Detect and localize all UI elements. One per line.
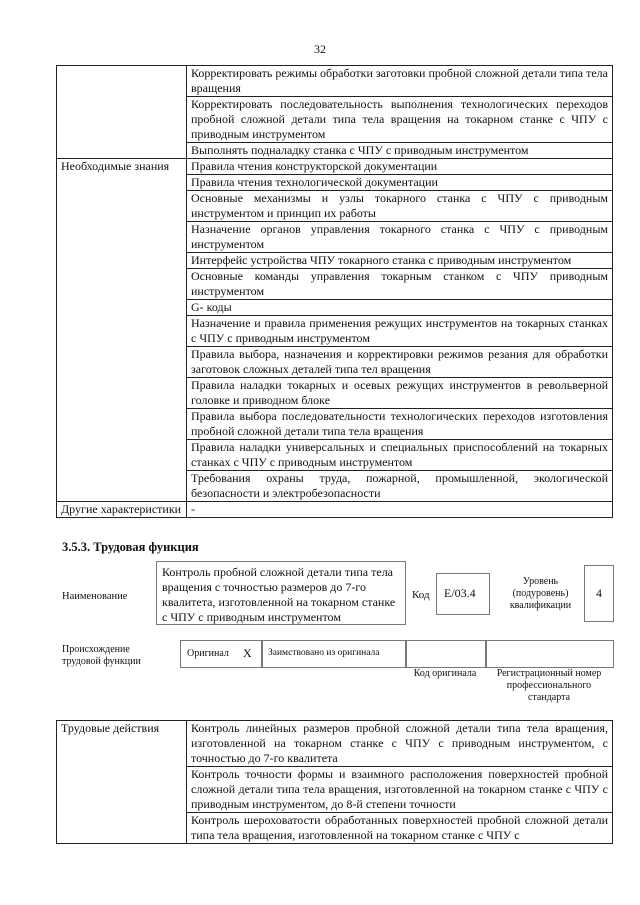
table-cell: Основные команды управления токарным станком с ЧПУ приводным инструментом	[187, 269, 613, 300]
table-cell: Контроль линейных размеров пробной сложной детали типа тела вращения, изготовленной на токарном станке с ЧПУ с приводным инструментом, с точностью до 7-го квалитета	[187, 721, 613, 767]
table-cell: Правила выбора последовательности технологических переходов изготовления пробной сложной детали типа тела вращения	[187, 409, 613, 440]
origin-code-box	[406, 640, 486, 668]
table-row	[57, 721, 613, 767]
row-label-knowledge: Необходимые знания	[57, 159, 187, 502]
table-cell: Корректировать режимы обработки заготовки пробной сложной детали типа тела вращения	[187, 66, 613, 97]
table-cell: Правила выбора, назначения и корректировки режимов резания для обработки заготовок сложных деталей типа тел вращения	[187, 347, 613, 378]
section-heading: 3.5.3. Трудовая функция	[62, 540, 199, 554]
labor-actions-table	[56, 720, 613, 844]
origin-code-caption: Код оригинала	[413, 668, 477, 679]
table-cell: Контроль шероховатости обработанных поверхностей пробной сложной детали типа тела вращения, изготовленной на токарном станке с ЧПУ с	[187, 813, 613, 844]
row-label-other: Другие характеристики	[57, 502, 187, 518]
table-cell: G- коды	[187, 300, 613, 316]
code-value: E/03.4	[444, 586, 476, 600]
table-cell: Правила чтения конструкторской документации	[187, 159, 613, 175]
original-label: Оригинал	[187, 648, 229, 659]
table-cell: Назначение и правила применения режущих инструментов на токарных станках с ЧПУ с приводным инструментом	[187, 316, 613, 347]
original-box	[180, 640, 262, 668]
skills-knowledge-table	[56, 65, 613, 518]
code-box	[436, 573, 490, 615]
origin-label: Происхождение трудовой функции	[62, 644, 141, 667]
original-mark: X	[243, 646, 252, 660]
table-cell: Правила чтения технологической документации	[187, 175, 613, 191]
name-box	[156, 561, 406, 625]
table-cell: -	[187, 502, 613, 518]
page-number: 32	[314, 42, 326, 56]
reg-number-caption: Регистрационный номер профессионального стандарта	[496, 668, 602, 703]
table-cell: Правила наладки универсальных и специальных приспособлений на токарных станках с ЧПУ с приводным инструментом	[187, 440, 613, 471]
row-label-cell	[57, 66, 187, 159]
level-value: 4	[596, 586, 602, 600]
table-cell: Правила наладки токарных и осевых режущих инструментов в револьверной головке и приводном блоке	[187, 378, 613, 409]
function-name: Контроль пробной сложной детали типа тела вращения с точностью размеров до 7-го квалитета, изготовленной на токарном станке с ЧПУ с приводным инструментом	[162, 565, 396, 624]
table-cell: Контроль точности формы и взаимного расположения поверхностей пробной сложной детали типа тела вращения, изготовленной на токарном станке с ЧПУ с приводным инструментом, до 8-й степени точности	[187, 767, 613, 813]
table-cell: Корректировать последовательность выполнения технологических переходов пробной сложной детали типа тела вращения на токарном станке с ЧПУ с приводным инструментом	[187, 97, 613, 143]
table-row	[57, 66, 613, 97]
table-cell: Назначение органов управления токарного станка с ЧПУ с приводным инструментом	[187, 222, 613, 253]
table-row	[57, 159, 613, 175]
reg-number-box	[486, 640, 614, 668]
level-label: Уровень (подуровень) квалификации	[509, 576, 572, 611]
row-label-actions: Трудовые действия	[57, 721, 187, 844]
borrowed-box	[262, 640, 406, 668]
table-cell: Выполнять подналадку станка с ЧПУ с приводным инструментом	[187, 143, 613, 159]
table-row	[57, 502, 613, 518]
code-label: Код	[412, 589, 430, 601]
borrowed-label: Заимствовано из оригинала	[268, 648, 380, 658]
level-box	[584, 565, 614, 622]
table-cell: Основные механизмы и узлы токарного станка с ЧПУ с приводным инструментом и принцип их работы	[187, 191, 613, 222]
name-label: Наименование	[62, 591, 128, 602]
table-cell: Требования охраны труда, пожарной, промышленной, экологической безопасности и электробезопасности	[187, 471, 613, 502]
table-cell: Интерфейс устройства ЧПУ токарного станка с приводным инструментом	[187, 253, 613, 269]
